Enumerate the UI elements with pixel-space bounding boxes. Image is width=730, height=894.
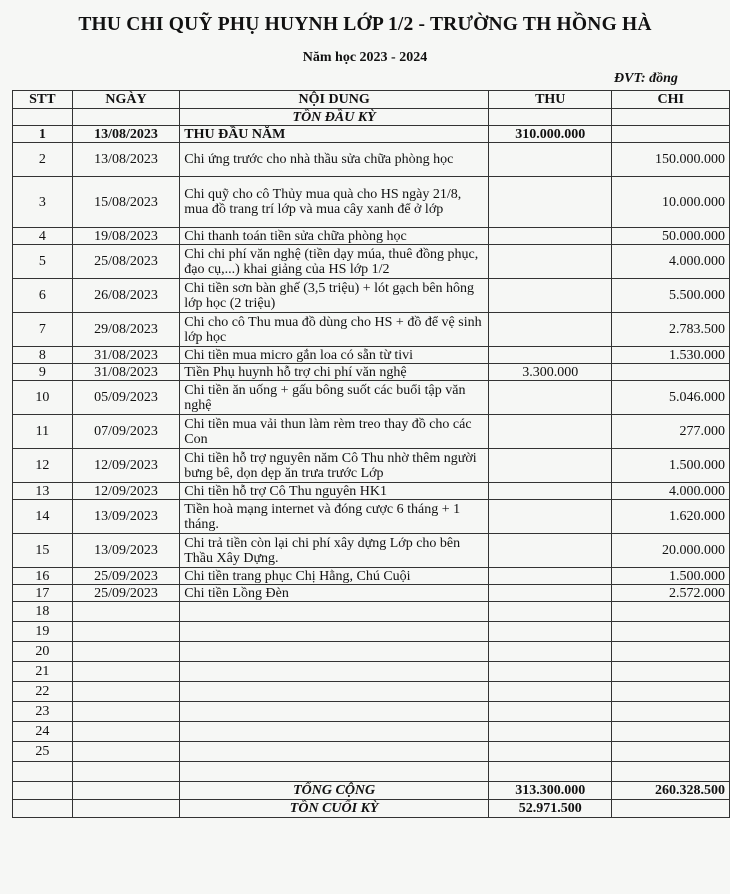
- totals-row: [13, 782, 730, 800]
- table-row: [13, 177, 730, 228]
- row-stt: 12: [13, 449, 73, 483]
- row-chi: 20.000.000: [612, 534, 730, 568]
- row-chi: [612, 126, 730, 143]
- row-thu: [489, 228, 612, 245]
- table-row: [13, 143, 730, 177]
- row-description: Chi thanh toán tiền sửa chữa phòng học: [180, 228, 489, 245]
- row-description: Chi quỹ cho cô Thủy mua quà cho HS ngày 21/8, mua đồ trang trí lớp và mua cây xanh để ở lớp: [180, 177, 489, 228]
- row-chi: [612, 722, 730, 742]
- row-chi: [612, 682, 730, 702]
- row-chi: 1.500.000: [612, 568, 730, 585]
- row-chi: 50.000.000: [612, 228, 730, 245]
- row-date: 31/08/2023: [72, 364, 180, 381]
- row-thu: [489, 722, 612, 742]
- row-stt: 22: [13, 682, 73, 702]
- row-stt: 7: [13, 313, 73, 347]
- row-stt: 1: [13, 126, 73, 143]
- row-stt: 25: [13, 742, 73, 762]
- row-description: Chi trả tiền còn lại chi phí xây dựng Lớp cho bên Thầu Xây Dựng.: [180, 534, 489, 568]
- row-date: 25/09/2023: [72, 568, 180, 585]
- table-row: [13, 500, 730, 534]
- opening-balance-label: TỒN ĐẦU KỲ: [180, 109, 489, 126]
- row-description: THU ĐẦU NĂM: [180, 126, 489, 143]
- row-stt: 11: [13, 415, 73, 449]
- row-date: [72, 722, 180, 742]
- row-date: [72, 662, 180, 682]
- opening-balance-row: [13, 109, 730, 126]
- row-thu: [489, 702, 612, 722]
- table-row: [13, 642, 730, 662]
- row-description: [180, 602, 489, 622]
- row-thu: [489, 642, 612, 662]
- table-row: [13, 722, 730, 742]
- row-description: Tiền hoà mạng internet và đóng cược 6 tháng + 1 tháng.: [180, 500, 489, 534]
- row-thu: 3.300.000: [489, 364, 612, 381]
- table-row: [13, 415, 730, 449]
- row-description: Chi ứng trước cho nhà thầu sửa chữa phòng học: [180, 143, 489, 177]
- row-chi: 4.000.000: [612, 483, 730, 500]
- row-date: 13/08/2023: [72, 143, 180, 177]
- header-noi-dung: NỘI DUNG: [180, 91, 489, 109]
- closing-balance-row: [13, 800, 730, 818]
- row-description: Chi tiền mua micro gắn loa có sẵn từ tivi: [180, 347, 489, 364]
- row-date: [72, 702, 180, 722]
- row-date: 25/08/2023: [72, 245, 180, 279]
- closing-balance-value: 52.971.500: [489, 800, 612, 818]
- row-description: [180, 682, 489, 702]
- row-date: 19/08/2023: [72, 228, 180, 245]
- row-description: Chi chi phí văn nghệ (tiền dạy múa, thuê đồng phục, đạo cụ,...) khai giảng của HS lớp 1/2: [180, 245, 489, 279]
- row-stt: 6: [13, 279, 73, 313]
- row-thu: [489, 313, 612, 347]
- row-stt: 4: [13, 228, 73, 245]
- row-date: 12/09/2023: [72, 449, 180, 483]
- table-row: [13, 279, 730, 313]
- table-row: [13, 245, 730, 279]
- row-chi: 4.000.000: [612, 245, 730, 279]
- total-chi: 260.328.500: [612, 782, 730, 800]
- row-stt: 17: [13, 585, 73, 602]
- table-row: [13, 228, 730, 245]
- table-row: [13, 534, 730, 568]
- row-chi: 277.000: [612, 415, 730, 449]
- table-row: [13, 449, 730, 483]
- row-chi: 10.000.000: [612, 177, 730, 228]
- row-description: Chi tiền mua vải thun làm rèm treo thay đồ cho các Con: [180, 415, 489, 449]
- closing-balance-label: TỒN CUỐI KỲ: [180, 800, 489, 818]
- row-thu: [489, 177, 612, 228]
- row-thu: [489, 143, 612, 177]
- row-stt: 20: [13, 642, 73, 662]
- row-stt: 19: [13, 622, 73, 642]
- row-thu: [489, 449, 612, 483]
- row-date: 29/08/2023: [72, 313, 180, 347]
- header-ngay: NGÀY: [72, 91, 180, 109]
- row-date: 26/08/2023: [72, 279, 180, 313]
- row-stt: 14: [13, 500, 73, 534]
- row-description: Chi tiền hỗ trợ nguyên năm Cô Thu nhờ thêm người bưng bê, dọn dẹp ăn trưa trước Lớp: [180, 449, 489, 483]
- row-stt: 24: [13, 722, 73, 742]
- row-stt: 3: [13, 177, 73, 228]
- row-date: 07/09/2023: [72, 415, 180, 449]
- row-description: [180, 702, 489, 722]
- row-chi: 1.620.000: [612, 500, 730, 534]
- total-thu: 313.300.000: [489, 782, 612, 800]
- row-description: Tiền Phụ huynh hỗ trợ chi phí văn nghệ: [180, 364, 489, 381]
- row-thu: [489, 347, 612, 364]
- row-thu: [489, 682, 612, 702]
- table-row: [13, 126, 730, 143]
- row-description: Chi tiền trang phục Chị Hằng, Chú Cuội: [180, 568, 489, 585]
- row-description: Chi tiền Lồng Đèn: [180, 585, 489, 602]
- row-date: 25/09/2023: [72, 585, 180, 602]
- row-stt: 18: [13, 602, 73, 622]
- table-row: [13, 585, 730, 602]
- row-stt: 5: [13, 245, 73, 279]
- ledger-table: [12, 90, 730, 818]
- table-row: [13, 313, 730, 347]
- row-description: [180, 642, 489, 662]
- row-thu: [489, 602, 612, 622]
- row-thu: [489, 662, 612, 682]
- row-thu: [489, 622, 612, 642]
- row-date: [72, 622, 180, 642]
- document-title: THU CHI QUỸ PHỤ HUYNH LỚP 1/2 - TRƯỜNG TH HỒNG HÀ: [78, 14, 652, 35]
- currency-unit: ĐVT: đồng: [614, 71, 678, 86]
- row-chi: [612, 602, 730, 622]
- row-thu: [489, 381, 612, 415]
- row-description: Chi tiền hỗ trợ Cô Thu nguyên HK1: [180, 483, 489, 500]
- row-description: Chi tiền ăn uống + gấu bông suốt các buổi tập văn nghệ: [180, 381, 489, 415]
- row-thu: [489, 245, 612, 279]
- header-row: [13, 91, 730, 109]
- header-thu: THU: [489, 91, 612, 109]
- table-row: [13, 662, 730, 682]
- row-thu: [489, 483, 612, 500]
- row-date: 05/09/2023: [72, 381, 180, 415]
- row-stt: 9: [13, 364, 73, 381]
- table-row: [13, 702, 730, 722]
- row-date: 13/09/2023: [72, 500, 180, 534]
- table-row: [13, 602, 730, 622]
- row-stt: 8: [13, 347, 73, 364]
- row-date: 15/08/2023: [72, 177, 180, 228]
- row-date: [72, 602, 180, 622]
- row-thu: [489, 500, 612, 534]
- school-year: Năm học 2023 - 2024: [302, 50, 428, 65]
- row-chi: [612, 622, 730, 642]
- row-description: [180, 622, 489, 642]
- row-stt: 2: [13, 143, 73, 177]
- table-row: [13, 568, 730, 585]
- row-date: [72, 742, 180, 762]
- table-row: [13, 742, 730, 762]
- row-date: [72, 682, 180, 702]
- row-description: [180, 662, 489, 682]
- row-description: Chi cho cô Thu mua đồ dùng cho HS + đồ để vệ sinh lớp học: [180, 313, 489, 347]
- row-date: [72, 642, 180, 662]
- row-chi: 150.000.000: [612, 143, 730, 177]
- row-thu: [489, 742, 612, 762]
- row-chi: [612, 742, 730, 762]
- row-date: 31/08/2023: [72, 347, 180, 364]
- row-chi: 2.572.000: [612, 585, 730, 602]
- header-chi: CHI: [612, 91, 730, 109]
- table-row: [13, 347, 730, 364]
- row-stt: 13: [13, 483, 73, 500]
- row-description: Chi tiền sơn bàn ghế (3,5 triệu) + lót gạch bên hông lớp học (2 triệu): [180, 279, 489, 313]
- blank-row: [13, 762, 730, 782]
- row-thu: [489, 279, 612, 313]
- header-stt: STT: [13, 91, 73, 109]
- row-stt: 16: [13, 568, 73, 585]
- row-chi: 5.046.000: [612, 381, 730, 415]
- totals-label: TỔNG CỘNG: [180, 782, 489, 800]
- row-stt: 10: [13, 381, 73, 415]
- row-date: 13/09/2023: [72, 534, 180, 568]
- row-chi: [612, 662, 730, 682]
- row-thu: 310.000.000: [489, 126, 612, 143]
- row-thu: [489, 415, 612, 449]
- row-chi: 5.500.000: [612, 279, 730, 313]
- table-row: [13, 622, 730, 642]
- row-date: 12/09/2023: [72, 483, 180, 500]
- table-row: [13, 682, 730, 702]
- row-stt: 15: [13, 534, 73, 568]
- row-thu: [489, 585, 612, 602]
- row-chi: [612, 702, 730, 722]
- row-date: 13/08/2023: [72, 126, 180, 143]
- table-row: [13, 364, 730, 381]
- row-chi: 1.500.000: [612, 449, 730, 483]
- row-chi: [612, 642, 730, 662]
- table-row: [13, 483, 730, 500]
- row-description: [180, 742, 489, 762]
- row-stt: 21: [13, 662, 73, 682]
- row-chi: [612, 364, 730, 381]
- row-thu: [489, 534, 612, 568]
- row-stt: 23: [13, 702, 73, 722]
- table-row: [13, 381, 730, 415]
- row-chi: 2.783.500: [612, 313, 730, 347]
- row-description: [180, 722, 489, 742]
- row-thu: [489, 568, 612, 585]
- row-chi: 1.530.000: [612, 347, 730, 364]
